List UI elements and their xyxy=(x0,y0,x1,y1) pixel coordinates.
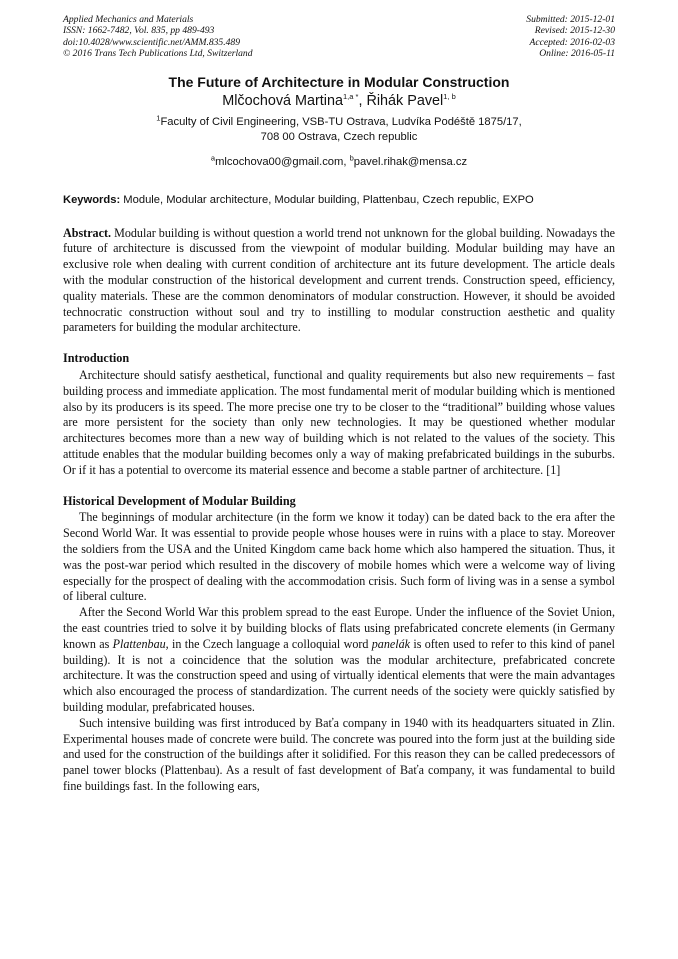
author-name: Řihák Pavel xyxy=(366,92,444,109)
abstract-label: Abstract. xyxy=(63,225,112,240)
affiliation xyxy=(63,112,615,145)
journal-issn: ISSN: 1662-7482, Vol. 835, pp 489-493 xyxy=(63,25,215,37)
text-run: After the Second World War this problem spread to the east Europe. Under the influence of the Soviet Union, the east countries tried to solve it by building blocks of flats using prefabricated concrete elements (in Germany known as xyxy=(63,605,615,651)
section-heading-introduction: Introduction xyxy=(63,351,130,366)
paragraph: The beginnings of modular architecture (in the form we know it today) can be dated back to the era after the Second World War. It was essential to provide people whose houses were in ruins with a place to stay. Moreover the soldiers from the USA and the United Kingdom came back home which also hampered the situation. Thus, it was the post-war period which resulted in the discovery of mobile homes which were a welcome way of living especially for the prospect of dealing with the accommodation crisis. Such form of living was in a sense a symbol of liberal culture. xyxy=(63,510,615,604)
journal-name: Applied Mechanics and Materials xyxy=(63,14,194,25)
date-accepted: Accepted: 2016-02-03 xyxy=(529,36,615,48)
author-sup: 1, b xyxy=(443,91,456,101)
journal-info xyxy=(63,14,253,60)
paragraph: Architecture should satisfy aesthetical, functional and quality requirements but also new requirements – fast building process and immediate application. The most fundamental merit of modular building which is mentioned also by its producers is its speed. The more precise one try to be closer to the “traditional” building whose values are more persistent for the society than only new technologies. It may be questioned whether modular architectures becomes more than a new way of building which is not related to the values of the society. This attitude enables that the modular building becomes only a way of making prefabricated buildings in the suburbs. Or if it has a potential to overcome its material essence and become a stable partner of architecture. [1] xyxy=(63,368,615,477)
affiliation-text: Faculty of Civil Engineering, VSB-TU Ostrava, Ludvíka Podéště 1875/17, xyxy=(160,115,522,128)
affiliation-line xyxy=(63,112,615,130)
date-online: Online: 2016-05-11 xyxy=(539,48,615,60)
paper-title: The Future of Architecture in Modular Construction xyxy=(168,73,510,90)
date-submitted: Submitted: 2015-12-01 xyxy=(526,14,615,25)
term-panelak: panelák xyxy=(371,636,411,651)
keywords-text: Module, Modular architecture, Modular building, Plattenbau, Czech republic, EXPO xyxy=(120,193,534,206)
author-line xyxy=(63,92,615,110)
author-sup: 1,a * xyxy=(343,91,359,101)
affiliation-sup: 1 xyxy=(156,112,161,122)
text-run: is often used to refer to this kind of panel building). It is not a coincidence that the solution was the modular architecture, prefabricated concrete architecture. It was the construction speed and using of virtually identical elements that were the main advantages which also encouraged the process of standardization. The current needs of the society were quickly satisfied by building modular, prefabricated houses. xyxy=(63,636,616,714)
email-link[interactable]: pavel.rihak@mensa.cz xyxy=(353,155,468,168)
keywords xyxy=(63,193,615,207)
keywords-label: Keywords: xyxy=(63,193,121,206)
term-plattenbau: Plattenbau, xyxy=(112,636,169,651)
email-separator: , xyxy=(343,155,350,168)
journal-copyright: © 2016 Trans Tech Publications Ltd, Switzerland xyxy=(63,48,253,60)
submission-dates xyxy=(526,14,615,60)
author-emails xyxy=(63,152,615,169)
section-heading-history: Historical Development of Modular Building xyxy=(63,493,296,508)
journal-header xyxy=(63,14,615,60)
email-sup: b xyxy=(349,152,354,162)
affiliation-line: 708 00 Ostrava, Czech republic xyxy=(260,130,418,143)
author-name: Mlčochová Martina xyxy=(222,92,344,109)
abstract xyxy=(63,226,615,337)
email-link[interactable]: mlcochova00@gmail.com xyxy=(215,155,344,168)
paragraph: Such intensive building was first introduced by Baťa company in 1940 with its headquarters situated in Zlin. Experimental houses made of concrete were build. The concrete was poured into the form just at the building side and used for the construction of the buildings after it solidified. For this reason they can be called predecessors of panel tower blocks (Plattenbau). As a result of fast development of Baťa company, it was fundamental to build fine buildings fast. In the following ears, xyxy=(63,715,615,793)
author-separator: , xyxy=(358,92,367,109)
paper-page xyxy=(63,14,615,795)
text-run: in the Czech language a colloquial word xyxy=(168,636,372,651)
abstract-text: Modular building is without question a world trend not unknown for the global building. Nowadays the future of architecture is discussed from the viewpoint of modular building. Modular building may have an exclusive role when dealing with current condition of architecture ant its future development. The article deals with the modular construction of the historical development and current trends. Construction speed, efficiency, quality materials. These are the common denominators of modular construction. However, it should be avoided technocratic construction without soul and try to instilling to modular construction aesthetic and quality parameters for building the modular architecture. xyxy=(63,225,615,335)
email-sup: a xyxy=(210,152,216,162)
date-revised: Revised: 2015-12-30 xyxy=(534,25,615,37)
journal-doi: doi:10.4028/www.scientific.net/AMM.835.489 xyxy=(63,36,241,48)
paragraph xyxy=(63,605,615,716)
